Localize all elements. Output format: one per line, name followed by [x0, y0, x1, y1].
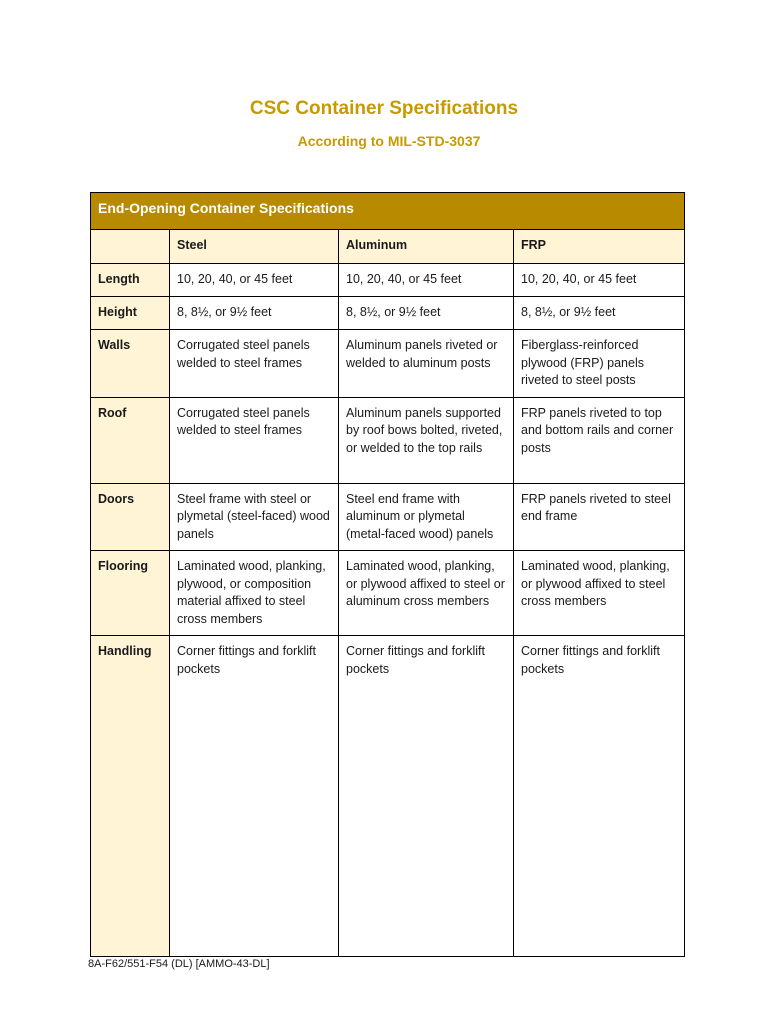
row-label: Roof: [91, 397, 170, 483]
row-label: Walls: [91, 330, 170, 398]
spec-table: [90, 192, 685, 957]
table-cell: Fiberglass-reinforced plywood (FRP) panels riveted to steel posts: [514, 330, 685, 398]
column-header-frp: FRP: [514, 230, 685, 264]
table-cell: 8, 8½, or 9½ feet: [170, 297, 339, 330]
table-cell: Laminated wood, planking, or plywood affixed to steel cross members: [514, 551, 685, 636]
table-cell: Corner fittings and forklift pockets: [170, 636, 339, 957]
table-cell: Steel frame with steel or plymetal (steel-faced) wood panels: [170, 483, 339, 551]
table-cell: 8, 8½, or 9½ feet: [339, 297, 514, 330]
table-cell: Corrugated steel panels welded to steel frames: [170, 397, 339, 483]
row-label: Height: [91, 297, 170, 330]
table-cell: Laminated wood, planking, plywood, or composition material affixed to steel cross members: [170, 551, 339, 636]
table-cell: Steel end frame with aluminum or plymetal (metal-faced wood) panels: [339, 483, 514, 551]
column-header-aluminum: Aluminum: [339, 230, 514, 264]
table-banner-row: [91, 193, 685, 230]
table-row-length: [91, 264, 685, 297]
table-row-doors: [91, 483, 685, 551]
table-cell: 10, 20, 40, or 45 feet: [514, 264, 685, 297]
row-label: Handling: [91, 636, 170, 957]
table-cell: Corner fittings and forklift pockets: [339, 636, 514, 957]
table-row-roof: [91, 397, 685, 483]
table-cell: Corner fittings and forklift pockets: [514, 636, 685, 957]
row-label: Doors: [91, 483, 170, 551]
page-subtitle: According to MIL-STD-3037: [297, 133, 481, 149]
table-row-walls: [91, 330, 685, 398]
table-cell: 10, 20, 40, or 45 feet: [170, 264, 339, 297]
column-header-corner: [91, 230, 170, 264]
row-label: Length: [91, 264, 170, 297]
page-title: CSC Container Specifications: [249, 98, 519, 119]
table-row-flooring: [91, 551, 685, 636]
row-label: Flooring: [91, 551, 170, 636]
table-row-handling: [91, 636, 685, 957]
table-cell: Laminated wood, planking, or plywood affixed to steel or aluminum cross members: [339, 551, 514, 636]
table-cell: Corrugated steel panels welded to steel frames: [170, 330, 339, 398]
table-cell: Aluminum panels riveted or welded to aluminum posts: [339, 330, 514, 398]
table-cell: FRP panels riveted to top and bottom rails and corner posts: [514, 397, 685, 483]
table-cell: FRP panels riveted to steel end frame: [514, 483, 685, 551]
table-banner: End-Opening Container Specifications: [91, 193, 685, 230]
table-row-height: [91, 297, 685, 330]
document-footer-code: 8A-F62/551-F54 (DL) [AMMO-43-DL]: [88, 958, 270, 970]
column-header-steel: Steel: [170, 230, 339, 264]
table-cell: 8, 8½, or 9½ feet: [514, 297, 685, 330]
table-cell: Aluminum panels supported by roof bows bolted, riveted, or welded to the top rails: [339, 397, 514, 483]
table-cell: 10, 20, 40, or 45 feet: [339, 264, 514, 297]
column-header-row: [91, 230, 685, 264]
